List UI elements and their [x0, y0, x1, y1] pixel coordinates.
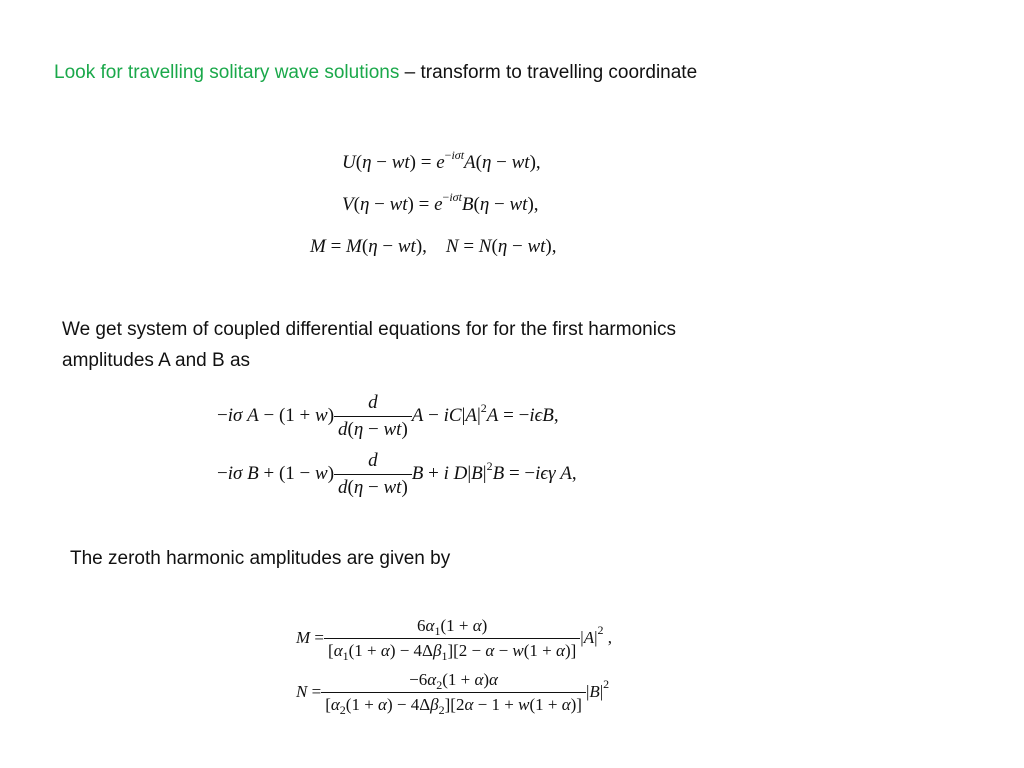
paragraph-coupled-equations [62, 314, 676, 376]
paragraph-line-1: We get system of coupled differential equations for for the first harmonics [62, 319, 676, 340]
equation-coupled-system: −iσ A − (1 + w) $\frac{d}{d(\eta - wt)}$ $A - iC|A|^2A = -i\epsilon B$, −iσ B + (1 − w) $\frac{d}{d(\eta - wt)}$ B + i $D|B|^2B = -i\epsilon\gamma$ A, [217, 391, 577, 498]
heading-highlight: Look for travelling solitary wave solutions [54, 62, 400, 83]
heading-rest: – transform to travelling coordinate [399, 62, 698, 83]
slide-heading [54, 59, 697, 87]
equation-zeroth-harmonic: M = $\frac{6\alpha_1(1 + \alpha)}{[\alpha_1(1 + \alpha) - 4\Delta\beta_1][2 - \alpha - w(1 + \alpha)]}$ $|A|^2$ , N = $\frac{-6\alpha_2(1 + \alpha)\alpha}{[\alpha_2(1 + \alpha) - 4\Delta\beta_2][2\alpha - 1 + w(1 + \alpha)]}$ $|B|^2$ [296, 615, 612, 717]
paragraph-line-2: amplitudes A and B as [62, 350, 251, 371]
equation-travelling-ansatz: $U(\eta - wt) = e^{-i\sigma t}A(\eta - wt)$, $V(\eta - wt) = e^{-i\sigma t}B(\eta - wt)$, M = M(η − wt), N = N(η − wt), [310, 148, 557, 257]
paragraph-zeroth-harmonic: The zeroth harmonic amplitudes are given by [70, 548, 451, 569]
